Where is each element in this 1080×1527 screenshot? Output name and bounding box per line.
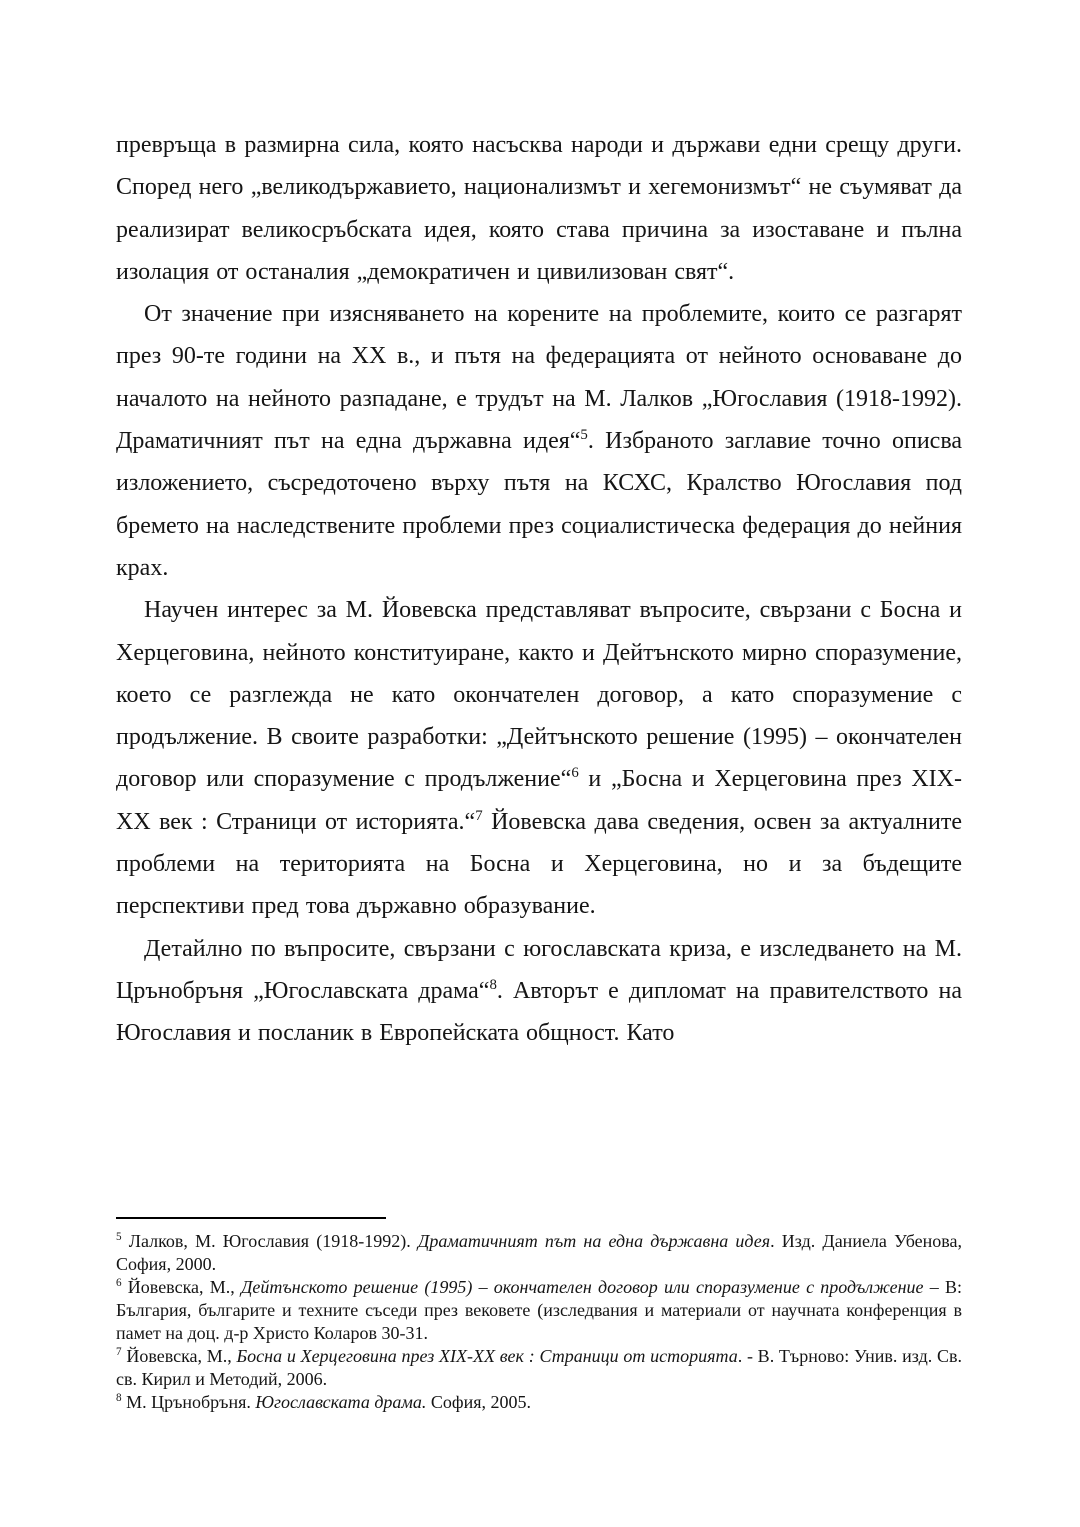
text-run: – В: България, българите и техните съседи през вековете (изследвания и материали от научната конференция в памет на доц. д-р Христо Коларов 30-31.	[116, 1277, 962, 1343]
text-run: Лалков, М. Югославия (1918-1992).	[121, 1231, 418, 1251]
text-run: Йовевска, М.,	[121, 1277, 241, 1297]
footnote-separator	[116, 1217, 386, 1219]
text-run: и „Босна и Херцеговина през XIX-XX век : Страници от историята.“	[116, 766, 963, 835]
footnote-reference: 8	[116, 1392, 122, 1404]
text-run: . Изд. Даниела Убенова, София, 2000.	[116, 1231, 962, 1274]
text-run: София, 2005.	[426, 1392, 532, 1412]
footnote-reference: 6	[571, 765, 579, 782]
text-run: . Авторът е дипломат на правителството на Югославия и посланик в Европейската общност. Като	[116, 977, 962, 1047]
footnote-reference: 5	[116, 1231, 122, 1243]
footnote-reference: 5	[580, 427, 588, 444]
footnote-reference: 6	[116, 1277, 122, 1289]
italic-title: Драматичният път на една държавна идея	[417, 1231, 771, 1251]
text-run: Йовевска, М.,	[121, 1346, 237, 1366]
footnote	[116, 1230, 962, 1276]
body-paragraph	[116, 589, 962, 927]
footnote-area	[116, 1217, 962, 1414]
text-run: Детайлно по въпросите, свързани с югославската криза, е изследването на М. Црънобръня „Югославската драма“	[116, 935, 962, 1004]
text-run: . - В. Търново: Унив. изд. Св. св. Кирил и Методий, 2006.	[116, 1346, 962, 1389]
text-run: . Избраното заглавие точно описва изложението, съсредоточено върху пътя на КСХС, Кралство Югославия под бремето на наследствените проблеми през социалистическа федерация до нейния крах.	[116, 428, 963, 581]
footnote-list	[116, 1230, 962, 1414]
footnote-reference: 7	[116, 1346, 122, 1358]
text-run: М. Црънобръня.	[121, 1392, 256, 1412]
italic-title: Босна и Херцеговина през XIX-XX век : Страници от историята	[236, 1346, 738, 1366]
body-paragraph	[116, 293, 962, 589]
footnote	[116, 1276, 962, 1345]
text-run: От значение при изясняването на корените на проблемите, които се разгарят през 90-те години на ХХ в., и пътя на федерацията от нейното основаване до началото на нейното разпадане, е трудът на М. Лалков „Югославия (1918-1992). Драматичният път на една държавна идея“	[116, 301, 962, 455]
body-paragraph	[116, 124, 962, 293]
body-text-block	[116, 124, 962, 1055]
italic-title: Югославската драма.	[255, 1392, 427, 1412]
text-run: Научен интерес за М. Йовевска представляват въпросите, свързани с Босна и Херцеговина, нейното конституиране, както и Дейтънското мирно споразумение, което се разглежда не като окончателен договор, а като споразумение с продължение. В своите разработки: „Дейтънското решение (1995) – окончателен договор или споразумение с продължение“	[116, 597, 962, 793]
body-paragraph	[116, 928, 962, 1055]
text-run: Йовевска дава сведения, освен за актуалните проблеми на територията на Босна и Херцеговина, но и за бъдещите перспективи пред това държавно образувание.	[116, 808, 962, 920]
italic-title: Дейтънското решение (1995) – окончателен договор или споразумение с продължение	[240, 1277, 924, 1297]
footnote	[116, 1345, 962, 1391]
footnote-reference: 8	[489, 976, 497, 993]
footnote-reference: 7	[475, 807, 483, 824]
footnote	[116, 1391, 962, 1414]
text-run: превръща в размирна сила, която насъсква народи и държави едни срещу други. Според него „великодържавието, национализмът и хегемонизмът“ не съумяват да реализират великосръбската идея, която става причина за изоставане и пълна изолация от останалия „демократичен и цивилизован свят“.	[116, 132, 962, 285]
